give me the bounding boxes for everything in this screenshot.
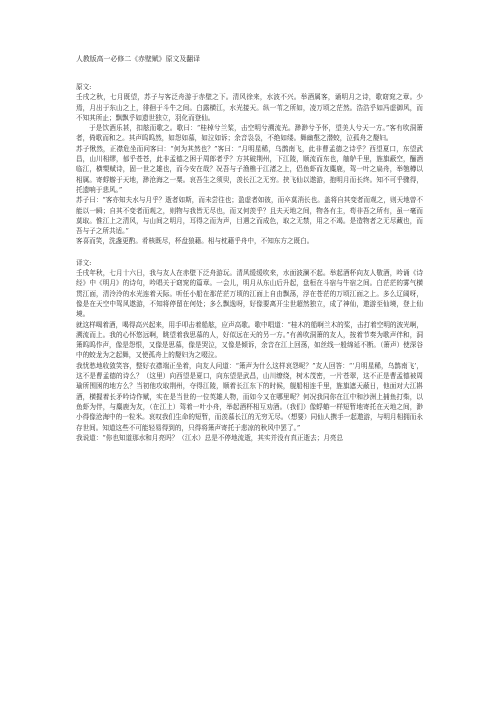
- translation-heading: 译文:: [76, 258, 92, 267]
- document-body: [76, 54, 423, 443]
- original-paragraph-1: 壬戌之秋，七月既望，苏子与客泛舟游于赤壁之下。清风徐来，水波不兴。举酒属客，诵明月之诗，歌窈窕之章。少焉，月出于东山之上，徘徊于斗牛之间。白露横江，水光接天。纵一苇之所如，凌万顷之茫然。浩浩乎如冯虚御风，而不知其所止；飘飘乎如遗世独立，羽化而登仙。: [76, 93, 423, 122]
- translation-paragraph-2: 就这样喝着酒，喝得高兴起来，用手叩击着船舷，应声高歌。歌中唱道：“桂木的船啊兰木的桨，击打着空明的波光啊，溯流而上。我的心怀悠远啊，眺望着我思慕的人，好似远在天的另一方。”有善吹洞箫的友人，按着节奏为歌声伴和，洞箫呜呜作声，像是怨恨，又像是思慕，像是哭泣，又像是倾诉，余音在江上回荡，如丝线一般绵延不断。（箫声）使深谷中的蛟龙为之起舞，又使孤舟上的嫠妇为之啜泣。: [76, 320, 423, 360]
- translation-paragraph-4: 我说道：“你也知道那水和月亮吗？（江水）总是不停地流逝，其实并没有真正逝去；月亮总: [76, 433, 344, 442]
- translation-paragraph-1: 壬戌年秋，七月十六日，我与友人在赤壁下泛舟游玩。清风缓缓吹来，水面波澜不起。举起酒杯向友人敬酒，吟诵《诗经》中《明月》的诗句，吟唱关于窈窕的篇章。一会儿，明月从东山后升起，盘桓在斗宿与牛宿之间。白茫茫的雾气横贯江面，清泠泠的水光连着天际。听任小船在那茫茫万顷的江面上自由飘荡，浮在苍茫的万顷江面之上。多么辽阔呀，像是在天空中驾风遨游，不知将停留在何处；多么飘逸呀，好像要离开尘世超然独立，成了神仙，遨游至仙境，登上仙境。: [76, 269, 423, 319]
- document-title: 人教版高一必修二《赤壁赋》原文及翻译: [76, 55, 201, 63]
- section-spacer: [76, 247, 423, 258]
- translation-paragraph-3: 我忧愁地收敛笑容，整好衣襟端正坐着，向友人问道：“箫声为什么这样哀怨呢？”友人回答：“‘月明星稀，乌鹊南飞’，这不是曹孟德的诗么？（这里）向西望是夏口，向东望是武昌，山川缭绕，树木茂密，一片苍翠，这不正是曹孟德被周瑜所围困的地方么？当初他攻取荆州，夺得江陵，顺着长江东下的时候，舰船相连千里，旌旗遮天蔽日，他面对大江斟酒，横握着长矛吟诗作赋，实在是当世的一位英雄人物，而如今又在哪里呢？何况我同你在江中和沙洲上捕鱼打柴，以鱼虾为伴，与麋鹿为友，（在江上）驾着一叶小舟，举起酒杯相互劝酒。（我们）像蜉蝣一样短暂地寄托在天地之间，渺小得像沧海中的一粒米。哀叹我们生命的短暂，而羡慕长江的无穷无尽。（想要）同仙人携手一起遨游，与明月相拥而永存世间。知道这些不可能轻易得到的，只得将箫声寄托于悲凉的秋风中罢了。”: [76, 361, 423, 432]
- original-paragraph-4: 苏子曰：“客亦知夫水与月乎？逝者如斯，而未尝往也；盈虚者如彼，而卒莫消长也。盖将自其变者而观之，则天地曾不能以一瞬；自其不变者而观之，则物与我皆无尽也，而又何羡乎？且夫天地之间，物各有主，苟非吾之所有，虽一毫而莫取。惟江上之清风，与山间之明月，耳得之而为声，目遇之而成色，取之无禁，用之不竭。是造物者之无尽藏也，而吾与子之所共适。”: [76, 196, 423, 236]
- original-paragraph-3: 苏子愀然，正襟危坐而问客曰：“何为其然也？”客曰：“月明星稀，乌鹊南飞，此非曹孟德之诗乎？西望夏口，东望武昌，山川相缪，郁乎苍苍，此非孟德之困于周郎者乎？方其破荆州，下江陵，顺流而东也，舳舻千里，旌旗蔽空，酾酒临江，横槊赋诗，固一世之雄也，而今安在哉？况吾与子渔樵于江渚之上，侣鱼虾而友麋鹿，驾一叶之扁舟，举匏樽以相属。寄蜉蝣于天地，渺沧海之一粟。哀吾生之须臾，羡长江之无穷。挟飞仙以遨游，抱明月而长终。知不可乎骤得，托遗响于悲风。”: [76, 144, 423, 194]
- original-paragraph-2: 于是饮酒乐甚，扣舷而歌之。歌曰：“桂棹兮兰桨，击空明兮溯流光。渺渺兮予怀，望美人兮天一方。”客有吹洞箫者，倚歌而和之。其声呜呜然，如怨如慕，如泣如诉；余音袅袅，不绝如缕。舞幽壑之潜蛟，泣孤舟之嫠妇。: [76, 124, 423, 143]
- original-paragraph-5: 客喜而笑，洗盏更酌。肴核既尽，杯盘狼藉。相与枕藉乎舟中，不知东方之既白。: [76, 237, 314, 246]
- original-heading: 原文:: [76, 83, 92, 91]
